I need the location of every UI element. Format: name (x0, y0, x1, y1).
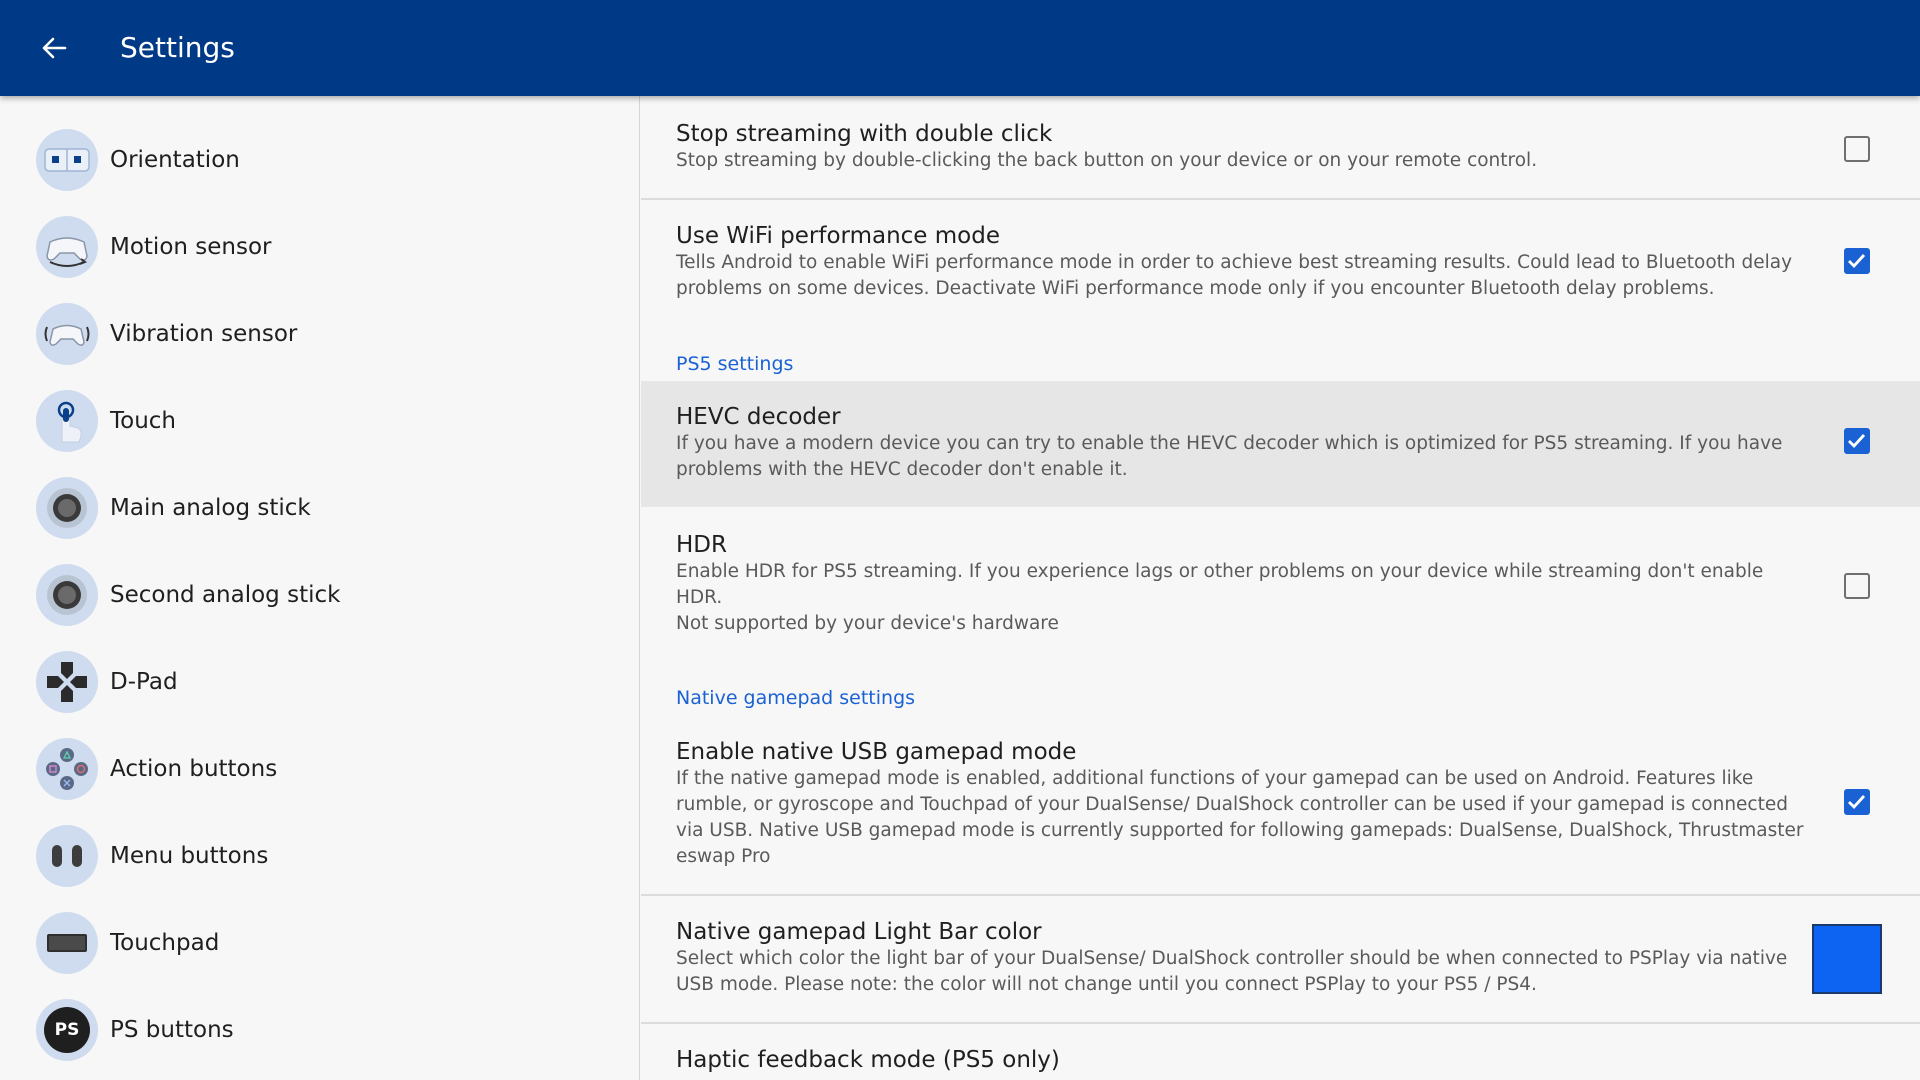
touchpad-icon (36, 912, 98, 974)
pref-title: Use WiFi performance mode (676, 223, 1000, 249)
ps-buttons-icon (36, 999, 98, 1061)
pref-summary: Select which color the light bar of your DualSense/ DualShock controller should be when connected to PSPlay via native USB mode. Please note: the color will not change until you connect PSPlay to your PS5 / PS4. (676, 948, 1788, 995)
sidebar-item-action-buttons[interactable] (36, 734, 616, 804)
pref-summary: Tells Android to enable WiFi performance mode in order to achieve best streaming results. Could lead to Bluetooth delay problems on some devices. Deactivate WiFi performance mode only if you encounter Bluetooth delay problems. (676, 252, 1793, 299)
pref-hevc-decoder[interactable] (641, 381, 1920, 507)
pref-native-usb-gamepad[interactable] (641, 716, 1920, 894)
touch-icon (36, 390, 98, 452)
sidebar-item-label: Touchpad (110, 930, 220, 956)
pref-title: Native gamepad Light Bar color (676, 919, 1042, 945)
sidebar-item-ps-buttons[interactable] (36, 995, 616, 1065)
pref-light-bar-color[interactable] (641, 896, 1920, 1022)
back-button[interactable] (30, 24, 78, 72)
settings-content (641, 96, 1920, 1080)
section-header-ps5: PS5 settings (676, 353, 794, 375)
pref-haptic-feedback[interactable] (641, 1024, 1920, 1080)
sidebar-item-touchpad[interactable] (36, 908, 616, 978)
pref-title: HEVC decoder (676, 404, 841, 430)
sidebar-item-touch[interactable] (36, 386, 616, 456)
arrow-left-icon (40, 34, 68, 62)
sidebar-item-orientation[interactable] (36, 125, 616, 195)
check-icon (1846, 250, 1867, 271)
menu-buttons-icon (36, 825, 98, 887)
sidebar-item-label: PS buttons (110, 1017, 234, 1043)
sidebar-item-label: Menu buttons (110, 843, 269, 869)
sidebar-item-motion-sensor[interactable] (36, 212, 616, 282)
analog-stick-icon (36, 564, 98, 626)
pref-title: Haptic feedback mode (PS5 only) (676, 1047, 1060, 1073)
sidebar-item-label: Vibration sensor (110, 321, 298, 347)
dpad-icon (36, 651, 98, 713)
hevc-decoder-checkbox[interactable] (1844, 428, 1870, 454)
sidebar-item-label: Orientation (110, 147, 240, 173)
pref-double-click[interactable] (641, 96, 1920, 198)
ps-logo: PS (44, 1007, 90, 1053)
sidebar-item-label: Touch (110, 408, 177, 434)
pref-note: Not supported by your device's hardware (676, 613, 1059, 634)
analog-stick-icon (36, 477, 98, 539)
sidebar (0, 96, 640, 1080)
section-header-native-gamepad: Native gamepad settings (676, 687, 916, 709)
double-click-checkbox[interactable] (1844, 136, 1870, 162)
pref-summary: If the native gamepad mode is enabled, additional functions of your gamepad can be used on Android. Features like rumble, or gyroscope and Touchpad of your DualSense/ DualShock controller can be used if your gamepad is connected via USB. Native USB gamepad mode is currently supported for following gamepads: DualSense, DualShock, Thrustmaster eswap Pro (676, 768, 1804, 867)
sidebar-item-label: Second analog stick (110, 582, 341, 608)
sidebar-item-second-analog-stick[interactable] (36, 560, 616, 630)
sidebar-item-main-analog-stick[interactable] (36, 473, 616, 543)
pref-title: Stop streaming with double click (676, 121, 1053, 147)
check-icon (1846, 430, 1867, 451)
sidebar-item-label: Action buttons (110, 756, 278, 782)
app-bar (0, 0, 1920, 96)
sidebar-item-label: Main analog stick (110, 495, 311, 521)
page-title: Settings (120, 31, 235, 64)
orientation-icon (36, 129, 98, 191)
sidebar-item-vibration-sensor[interactable] (36, 299, 616, 369)
pref-title: Enable native USB gamepad mode (676, 739, 1077, 765)
sidebar-item-dpad[interactable] (36, 647, 616, 717)
motion-sensor-icon (36, 216, 98, 278)
light-bar-color-swatch[interactable] (1812, 924, 1882, 994)
sidebar-item-label: Motion sensor (110, 234, 272, 260)
pref-summary: Enable HDR for PS5 streaming. If you experience lags or other problems on your device while streaming don't enable HDR. (676, 561, 1764, 608)
sidebar-item-label: D-Pad (110, 669, 178, 695)
wifi-performance-checkbox[interactable] (1844, 248, 1870, 274)
pref-summary: Stop streaming by double-clicking the back button on your device or on your remote control. (676, 150, 1538, 171)
native-usb-checkbox[interactable] (1844, 789, 1870, 815)
sidebar-item-menu-buttons[interactable] (36, 821, 616, 891)
check-icon (1846, 791, 1867, 812)
pref-title: HDR (676, 532, 727, 558)
vibration-sensor-icon (36, 303, 98, 365)
pref-summary: If you have a modern device you can try to enable the HEVC decoder which is optimized for PS5 streaming. If you have problems with the HEVC decoder don't enable it. (676, 433, 1783, 480)
action-buttons-icon (36, 738, 98, 800)
hdr-checkbox[interactable] (1844, 573, 1870, 599)
pref-wifi-performance[interactable] (641, 200, 1920, 320)
